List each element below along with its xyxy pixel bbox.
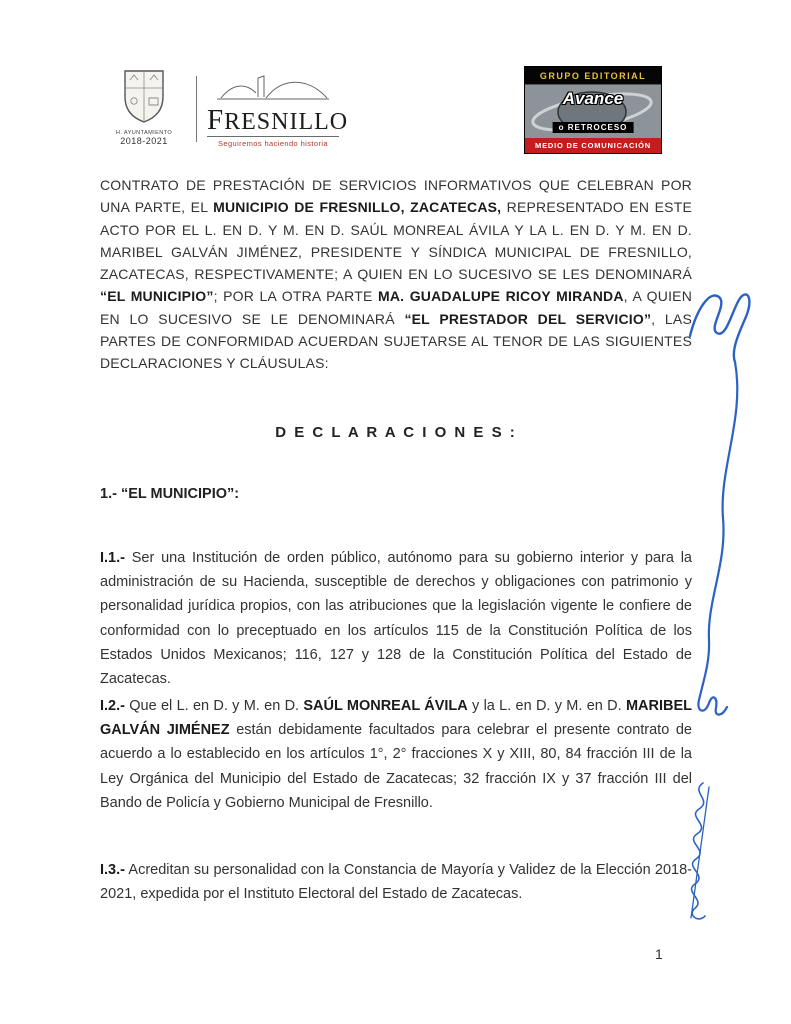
handwritten-note-icon bbox=[691, 783, 709, 919]
editorial-bottom-label: MEDIO DE COMUNICACIÓN bbox=[525, 138, 661, 153]
fresnillo-wordmark: FRESNILLO bbox=[207, 104, 349, 136]
page-number: 1 bbox=[655, 946, 663, 962]
clause-number: I.3.- bbox=[100, 862, 125, 878]
hill-right bbox=[266, 82, 327, 98]
text-segment: ; POR LA OTRA PARTE bbox=[213, 288, 378, 305]
text-segment: Que el L. en D. y M. en D. bbox=[124, 698, 304, 714]
text-segment: CONTRATO DE PRESTACIÓN DE SERVICIOS INFORMATIVOS QUE CELEBRAN POR UNA PARTE, EL bbox=[100, 177, 692, 216]
section-1-heading: 1.- “EL MUNICIPIO”: bbox=[100, 486, 240, 502]
editorial-brand-area bbox=[525, 85, 661, 138]
fresnillo-logo bbox=[207, 68, 349, 148]
fresnillo-skyline-icon bbox=[213, 68, 333, 102]
shield-icon bbox=[121, 68, 167, 124]
municipal-logo-caption: H. AYUNTAMIENTO bbox=[115, 130, 173, 136]
clause-I2-paragraph bbox=[100, 694, 692, 815]
intro-paragraph bbox=[100, 174, 692, 375]
hill-left bbox=[221, 86, 256, 98]
editorial-brand-main: Avance bbox=[562, 89, 624, 108]
text-segment: y la L. en D. y M. en D. bbox=[467, 698, 626, 714]
municipal-coat-of-arms bbox=[101, 68, 187, 146]
signature-tail bbox=[699, 362, 737, 700]
text-segment: , LAS PARTES DE CONFORMIDAD ACUERDAN SUJETARSE AL TENOR DE LAS SIGUIENTES DECLARACIONES Y CLÁUSULAS: bbox=[100, 310, 692, 372]
text-segment: “EL MUNICIPIO” bbox=[100, 288, 214, 305]
editorial-top-label: GRUPO EDITORIAL bbox=[525, 67, 661, 85]
logo-divider bbox=[196, 76, 197, 142]
signature-end-hook bbox=[698, 697, 727, 714]
text-segment: MARIBEL GALVÁN JIMÉNEZ bbox=[100, 698, 693, 739]
note-cross-stroke bbox=[691, 787, 709, 918]
editorial-brand-sub: o RETROCESO bbox=[553, 122, 634, 133]
text-segment: están debidamente facultados para celebrar el presente contrato de acuerdo a lo establecido en los artículos 1°, 2° fracciones X y XIII, 80, 84 fracción III de la Ley Orgánica del Municipio del Estado de Zacatecas; 32 fracción IX y 37 fracción III del Bando de Policía y Gobierno Municipal de Fresnillo. bbox=[100, 722, 692, 811]
text-segment: MUNICIPIO DE FRESNILLO, ZACATECAS, bbox=[213, 199, 502, 216]
signature-flourish bbox=[690, 294, 749, 362]
clause-number: I.1.- bbox=[100, 550, 125, 566]
text-segment: , A QUIEN EN LO SUCESIVO SE LE DENOMINARÁ bbox=[100, 288, 693, 327]
clause-I1-paragraph bbox=[100, 546, 692, 691]
text-segment: Ser una Institución de orden público, autónomo para su gobierno interior y para la administración de su Hacienda, susceptible de derechos y obligaciones con patrimonio y personalidad jurídica propios, con las atribuciones que la legislación vigente le confiere de conformidad con lo preceptuado en los artículos 115 de la Constitución Política de los Estados Unidos Mexicanos; 116, 127 y 128 de la Constitución Política del Estado de Zacatecas. bbox=[100, 550, 692, 688]
fresnillo-tagline: Seguiremos haciendo historia bbox=[207, 136, 339, 148]
clause-I3-paragraph bbox=[100, 858, 692, 906]
chimney bbox=[258, 76, 264, 97]
text-segment: Acreditan su personalidad con la Constancia de Mayoría y Validez de la Elección 2018-2021, expedida por el Instituto Electoral del Estado de Zacatecas. bbox=[100, 862, 692, 903]
text-segment: MA. GUADALUPE RICOY MIRANDA bbox=[377, 288, 624, 305]
declaraciones-heading: D E C L A R A C I O N E S : bbox=[275, 424, 517, 441]
grupo-editorial-logo bbox=[524, 66, 662, 154]
text-segment: “EL PRESTADOR DEL SERVICIO” bbox=[404, 310, 652, 327]
municipal-logo-term: 2018-2021 bbox=[120, 136, 168, 146]
text-segment: SAÚL MONREAL ÁVILA bbox=[303, 698, 468, 714]
text-segment: REPRESENTADO EN ESTE ACTO POR EL L. EN D. Y M. EN D. SAÚL MONREAL ÁVILA Y LA L. EN D. Y M. EN D. MARIBEL GALVÁN JIMÉNEZ, PRESIDENTE Y SÍNDICA MUNICIPAL DE FRESNILLO, ZACATECAS, RESPECTIVAMENTE; A QUIEN EN LO SUCESIVO SE LES DENOMINARÁ bbox=[100, 199, 692, 283]
note-squiggle bbox=[692, 783, 705, 919]
handwritten-signature-icon bbox=[690, 294, 749, 714]
clause-number: I.2.- bbox=[100, 698, 125, 714]
